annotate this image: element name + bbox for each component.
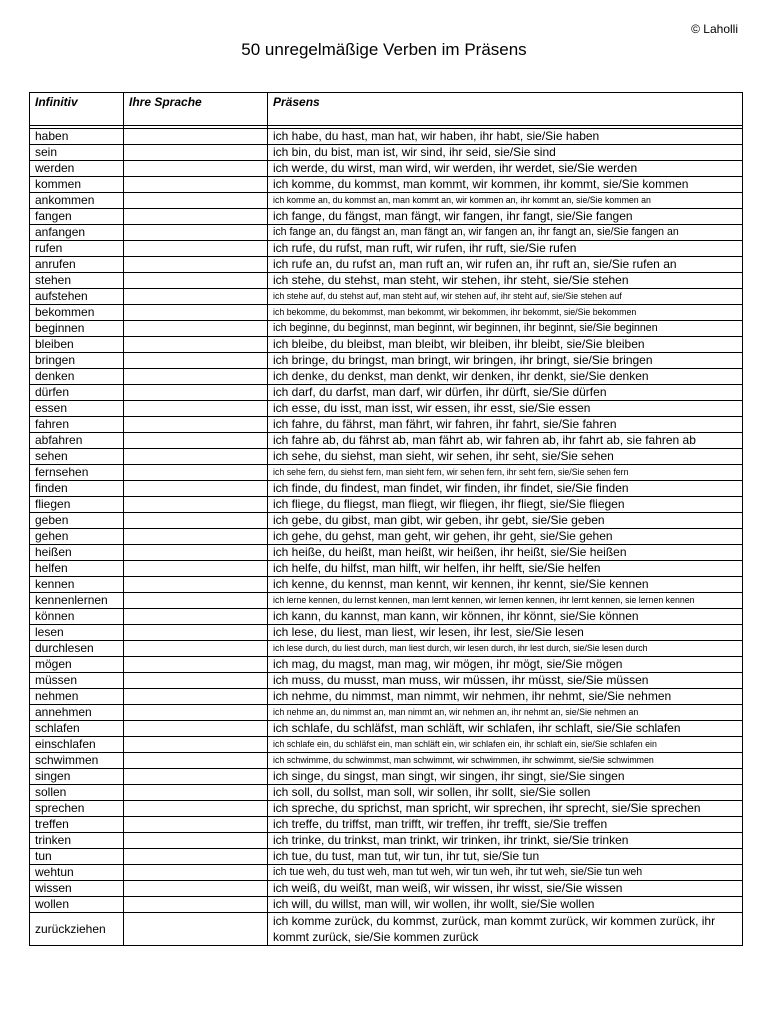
table-row (30, 273, 743, 289)
translation-cell (124, 897, 268, 913)
infinitive-cell: bringen (30, 353, 124, 369)
table-row (30, 689, 743, 705)
present-tense-cell: ich gebe, du gibst, man gibt, wir geben, ihr gebt, sie/Sie geben (268, 513, 743, 529)
infinitive-cell: müssen (30, 673, 124, 689)
present-tense-cell: ich mag, du magst, man mag, wir mögen, ihr mögt, sie/Sie mögen (268, 657, 743, 673)
present-tense-cell: ich kenne, du kennst, man kennt, wir kennen, ihr kennt, sie/Sie kennen (268, 577, 743, 593)
translation-cell (124, 641, 268, 657)
infinitive-cell: durchlesen (30, 641, 124, 657)
present-tense-cell: ich will, du willst, man will, wir wollen, ihr wollt, sie/Sie wollen (268, 897, 743, 913)
infinitive-cell: ankommen (30, 193, 124, 209)
present-tense-cell: ich treffe, du triffst, man trifft, wir treffen, ihr trefft, sie/Sie treffen (268, 817, 743, 833)
table-row (30, 145, 743, 161)
present-tense-cell: ich tue, du tust, man tut, wir tun, ihr tut, sie/Sie tun (268, 849, 743, 865)
infinitive-cell: geben (30, 513, 124, 529)
infinitive-cell: beginnen (30, 321, 124, 337)
infinitive-cell: gehen (30, 529, 124, 545)
present-tense-cell: ich komme, du kommst, man kommt, wir kommen, ihr kommt, sie/Sie kommen (268, 177, 743, 193)
translation-cell (124, 785, 268, 801)
translation-cell (124, 385, 268, 401)
table-row (30, 593, 743, 609)
present-tense-cell: ich stehe, du stehst, man steht, wir stehen, ihr steht, sie/Sie stehen (268, 273, 743, 289)
infinitive-cell: anrufen (30, 257, 124, 273)
present-tense-cell: ich habe, du hast, man hat, wir haben, ihr habt, sie/Sie haben (268, 129, 743, 145)
translation-cell (124, 369, 268, 385)
present-tense-cell: ich kann, du kannst, man kann, wir können, ihr könnt, sie/Sie können (268, 609, 743, 625)
verb-table (29, 92, 743, 946)
table-row (30, 865, 743, 881)
table-row (30, 721, 743, 737)
present-tense-cell: ich weiß, du weißt, man weiß, wir wissen, ihr wisst, sie/Sie wissen (268, 881, 743, 897)
header-ihre-sprache: Ihre Sprache (124, 93, 268, 126)
present-tense-cell: ich nehme an, du nimmst an, man nimmt an, wir nehmen an, ihr nehmt an, sie/Sie nehmen an (268, 705, 743, 721)
infinitive-cell: aufstehen (30, 289, 124, 305)
translation-cell (124, 561, 268, 577)
translation-cell (124, 481, 268, 497)
translation-cell (124, 801, 268, 817)
translation-cell (124, 129, 268, 145)
table-row (30, 305, 743, 321)
present-tense-cell: ich lese durch, du liest durch, man liest durch, wir lesen durch, ihr lest durch, sie/Sie lesen durch (268, 641, 743, 657)
infinitive-cell: essen (30, 401, 124, 417)
infinitive-cell: schwimmen (30, 753, 124, 769)
table-row (30, 129, 743, 145)
table-row (30, 497, 743, 513)
infinitive-cell: stehen (30, 273, 124, 289)
table-row (30, 401, 743, 417)
table-row (30, 801, 743, 817)
translation-cell (124, 449, 268, 465)
infinitive-cell: sein (30, 145, 124, 161)
translation-cell (124, 881, 268, 897)
translation-cell (124, 401, 268, 417)
table-row (30, 785, 743, 801)
copyright-notice: © Laholli (691, 22, 738, 36)
infinitive-cell: wissen (30, 881, 124, 897)
table-row (30, 881, 743, 897)
infinitive-cell: helfen (30, 561, 124, 577)
present-tense-cell: ich werde, du wirst, man wird, wir werden, ihr werdet, sie/Sie werden (268, 161, 743, 177)
translation-cell (124, 833, 268, 849)
table-row (30, 337, 743, 353)
translation-cell (124, 337, 268, 353)
translation-cell (124, 689, 268, 705)
header-infinitiv: Infinitiv (30, 93, 124, 126)
table-row (30, 353, 743, 369)
present-tense-cell: ich nehme, du nimmst, man nimmt, wir nehmen, ihr nehmt, sie/Sie nehmen (268, 689, 743, 705)
infinitive-cell: schlafen (30, 721, 124, 737)
infinitive-cell: werden (30, 161, 124, 177)
translation-cell (124, 721, 268, 737)
table-row (30, 849, 743, 865)
translation-cell (124, 465, 268, 481)
table-row (30, 465, 743, 481)
present-tense-cell: ich stehe auf, du stehst auf, man steht auf, wir stehen auf, ihr steht auf, sie/Sie stehen auf (268, 289, 743, 305)
translation-cell (124, 497, 268, 513)
present-tense-cell: ich schlafe, du schläfst, man schläft, wir schlafen, ihr schlaft, sie/Sie schlafen (268, 721, 743, 737)
infinitive-cell: sollen (30, 785, 124, 801)
infinitive-cell: sehen (30, 449, 124, 465)
present-tense-cell: ich sehe, du siehst, man sieht, wir sehen, ihr seht, sie/Sie sehen (268, 449, 743, 465)
table-row (30, 705, 743, 721)
translation-cell (124, 193, 268, 209)
present-tense-cell: ich sehe fern, du siehst fern, man sieht fern, wir sehen fern, ihr seht fern, sie/Sie sehen fern (268, 465, 743, 481)
infinitive-cell: kommen (30, 177, 124, 193)
translation-cell (124, 673, 268, 689)
present-tense-cell: ich fahre, du fährst, man fährt, wir fahren, ihr fahrt, sie/Sie fahren (268, 417, 743, 433)
infinitive-cell: bekommen (30, 305, 124, 321)
table-row (30, 289, 743, 305)
translation-cell (124, 913, 268, 946)
translation-cell (124, 769, 268, 785)
translation-cell (124, 705, 268, 721)
translation-cell (124, 625, 268, 641)
present-tense-cell: ich gehe, du gehst, man geht, wir gehen, ihr geht, sie/Sie gehen (268, 529, 743, 545)
infinitive-cell: kennenlernen (30, 593, 124, 609)
table-row (30, 641, 743, 657)
translation-cell (124, 273, 268, 289)
table-row (30, 545, 743, 561)
infinitive-cell: singen (30, 769, 124, 785)
verb-table-body (30, 126, 743, 946)
infinitive-cell: kennen (30, 577, 124, 593)
present-tense-cell: ich denke, du denkst, man denkt, wir denken, ihr denkt, sie/Sie denken (268, 369, 743, 385)
table-row (30, 241, 743, 257)
infinitive-cell: annehmen (30, 705, 124, 721)
infinitive-cell: denken (30, 369, 124, 385)
present-tense-cell: ich muss, du musst, man muss, wir müssen, ihr müsst, sie/Sie müssen (268, 673, 743, 689)
present-tense-cell: ich fahre ab, du fährst ab, man fährt ab, wir fahren ab, ihr fahrt ab, sie fahren ab (268, 433, 743, 449)
table-row (30, 209, 743, 225)
present-tense-cell: ich rufe an, du rufst an, man ruft an, wir rufen an, ihr ruft an, sie/Sie rufen an (268, 257, 743, 273)
infinitive-cell: zurückziehen (30, 913, 124, 946)
infinitive-cell: wollen (30, 897, 124, 913)
table-row (30, 177, 743, 193)
table-row (30, 369, 743, 385)
table-row (30, 321, 743, 337)
translation-cell (124, 177, 268, 193)
infinitive-cell: sprechen (30, 801, 124, 817)
table-row (30, 193, 743, 209)
table-row (30, 657, 743, 673)
table-row (30, 529, 743, 545)
present-tense-cell: ich trinke, du trinkst, man trinkt, wir trinken, ihr trinkt, sie/Sie trinken (268, 833, 743, 849)
translation-cell (124, 737, 268, 753)
present-tense-cell: ich bleibe, du bleibst, man bleibt, wir bleiben, ihr bleibt, sie/Sie bleiben (268, 337, 743, 353)
infinitive-cell: dürfen (30, 385, 124, 401)
translation-cell (124, 161, 268, 177)
infinitive-cell: einschlafen (30, 737, 124, 753)
table-row (30, 577, 743, 593)
translation-cell (124, 289, 268, 305)
table-row (30, 449, 743, 465)
present-tense-cell: ich tue weh, du tust weh, man tut weh, wir tun weh, ihr tut weh, sie/Sie tun weh (268, 865, 743, 881)
present-tense-cell: ich esse, du isst, man isst, wir essen, ihr esst, sie/Sie essen (268, 401, 743, 417)
table-row (30, 769, 743, 785)
present-tense-cell: ich heiße, du heißt, man heißt, wir heißen, ihr heißt, sie/Sie heißen (268, 545, 743, 561)
header-praesens: Präsens (268, 93, 743, 126)
present-tense-cell: ich schlafe ein, du schläfst ein, man schläft ein, wir schlafen ein, ihr schlaft ein, sie/Sie schlafen ein (268, 737, 743, 753)
table-row (30, 385, 743, 401)
infinitive-cell: haben (30, 129, 124, 145)
infinitive-cell: wehtun (30, 865, 124, 881)
infinitive-cell: abfahren (30, 433, 124, 449)
table-row (30, 225, 743, 241)
infinitive-cell: anfangen (30, 225, 124, 241)
translation-cell (124, 577, 268, 593)
table-row (30, 625, 743, 641)
infinitive-cell: mögen (30, 657, 124, 673)
infinitive-cell: fernsehen (30, 465, 124, 481)
present-tense-cell: ich soll, du sollst, man soll, wir sollen, ihr sollt, sie/Sie sollen (268, 785, 743, 801)
infinitive-cell: fangen (30, 209, 124, 225)
present-tense-cell: ich spreche, du sprichst, man spricht, wir sprechen, ihr sprecht, sie/Sie sprechen (268, 801, 743, 817)
present-tense-cell: ich bringe, du bringst, man bringt, wir bringen, ihr bringt, sie/Sie bringen (268, 353, 743, 369)
translation-cell (124, 321, 268, 337)
infinitive-cell: rufen (30, 241, 124, 257)
present-tense-cell: ich fliege, du fliegst, man fliegt, wir fliegen, ihr fliegt, sie/Sie fliegen (268, 497, 743, 513)
translation-cell (124, 145, 268, 161)
present-tense-cell: ich rufe, du rufst, man ruft, wir rufen, ihr ruft, sie/Sie rufen (268, 241, 743, 257)
translation-cell (124, 545, 268, 561)
present-tense-cell: ich lese, du liest, man liest, wir lesen, ihr lest, sie/Sie lesen (268, 625, 743, 641)
table-row (30, 433, 743, 449)
present-tense-cell: ich schwimme, du schwimmst, man schwimmt, wir schwimmen, ihr schwimmt, sie/Sie schwimmen (268, 753, 743, 769)
table-row (30, 561, 743, 577)
table-header-row (30, 93, 743, 126)
translation-cell (124, 433, 268, 449)
translation-cell (124, 593, 268, 609)
table-row (30, 753, 743, 769)
infinitive-cell: trinken (30, 833, 124, 849)
translation-cell (124, 513, 268, 529)
present-tense-cell: ich komme an, du kommst an, man kommt an, wir kommen an, ihr kommt an, sie/Sie kommen an (268, 193, 743, 209)
present-tense-cell: ich helfe, du hilfst, man hilft, wir helfen, ihr helft, sie/Sie helfen (268, 561, 743, 577)
infinitive-cell: bleiben (30, 337, 124, 353)
table-row (30, 161, 743, 177)
infinitive-cell: heißen (30, 545, 124, 561)
translation-cell (124, 353, 268, 369)
present-tense-cell: ich bekomme, du bekommst, man bekommt, wir bekommen, ihr bekommt, sie/Sie bekommen (268, 305, 743, 321)
table-row (30, 897, 743, 913)
present-tense-cell: ich komme zurück, du kommst, zurück, man kommt zurück, wir kommen zurück, ihr kommt zurück, sie/Sie kommen zurück (268, 913, 743, 946)
infinitive-cell: fliegen (30, 497, 124, 513)
present-tense-cell: ich darf, du darfst, man darf, wir dürfen, ihr dürft, sie/Sie dürfen (268, 385, 743, 401)
table-row (30, 817, 743, 833)
translation-cell (124, 865, 268, 881)
translation-cell (124, 417, 268, 433)
infinitive-cell: treffen (30, 817, 124, 833)
infinitive-cell: tun (30, 849, 124, 865)
translation-cell (124, 817, 268, 833)
translation-cell (124, 609, 268, 625)
present-tense-cell: ich lerne kennen, du lernst kennen, man lernt kennen, wir lernen kennen, ihr lernt kennen, sie lernen kennen (268, 593, 743, 609)
table-row (30, 833, 743, 849)
translation-cell (124, 225, 268, 241)
translation-cell (124, 257, 268, 273)
translation-cell (124, 305, 268, 321)
translation-cell (124, 753, 268, 769)
table-row (30, 417, 743, 433)
translation-cell (124, 657, 268, 673)
present-tense-cell: ich fange, du fängst, man fängt, wir fangen, ihr fangt, sie/Sie fangen (268, 209, 743, 225)
table-row (30, 609, 743, 625)
present-tense-cell: ich finde, du findest, man findet, wir finden, ihr findet, sie/Sie finden (268, 481, 743, 497)
infinitive-cell: lesen (30, 625, 124, 641)
table-row (30, 481, 743, 497)
translation-cell (124, 209, 268, 225)
present-tense-cell: ich fange an, du fängst an, man fängt an, wir fangen an, ihr fangt an, sie/Sie fangen an (268, 225, 743, 241)
infinitive-cell: können (30, 609, 124, 625)
table-row (30, 737, 743, 753)
table-row (30, 513, 743, 529)
present-tense-cell: ich singe, du singst, man singt, wir singen, ihr singt, sie/Sie singen (268, 769, 743, 785)
table-row (30, 673, 743, 689)
page-title: 50 unregelmäßige Verben im Präsens (241, 40, 527, 59)
infinitive-cell: nehmen (30, 689, 124, 705)
infinitive-cell: finden (30, 481, 124, 497)
translation-cell (124, 241, 268, 257)
present-tense-cell: ich beginne, du beginnst, man beginnt, wir beginnen, ihr beginnt, sie/Sie beginnen (268, 321, 743, 337)
translation-cell (124, 529, 268, 545)
infinitive-cell: fahren (30, 417, 124, 433)
present-tense-cell: ich bin, du bist, man ist, wir sind, ihr seid, sie/Sie sind (268, 145, 743, 161)
table-row (30, 257, 743, 273)
table-row (30, 913, 743, 946)
translation-cell (124, 849, 268, 865)
